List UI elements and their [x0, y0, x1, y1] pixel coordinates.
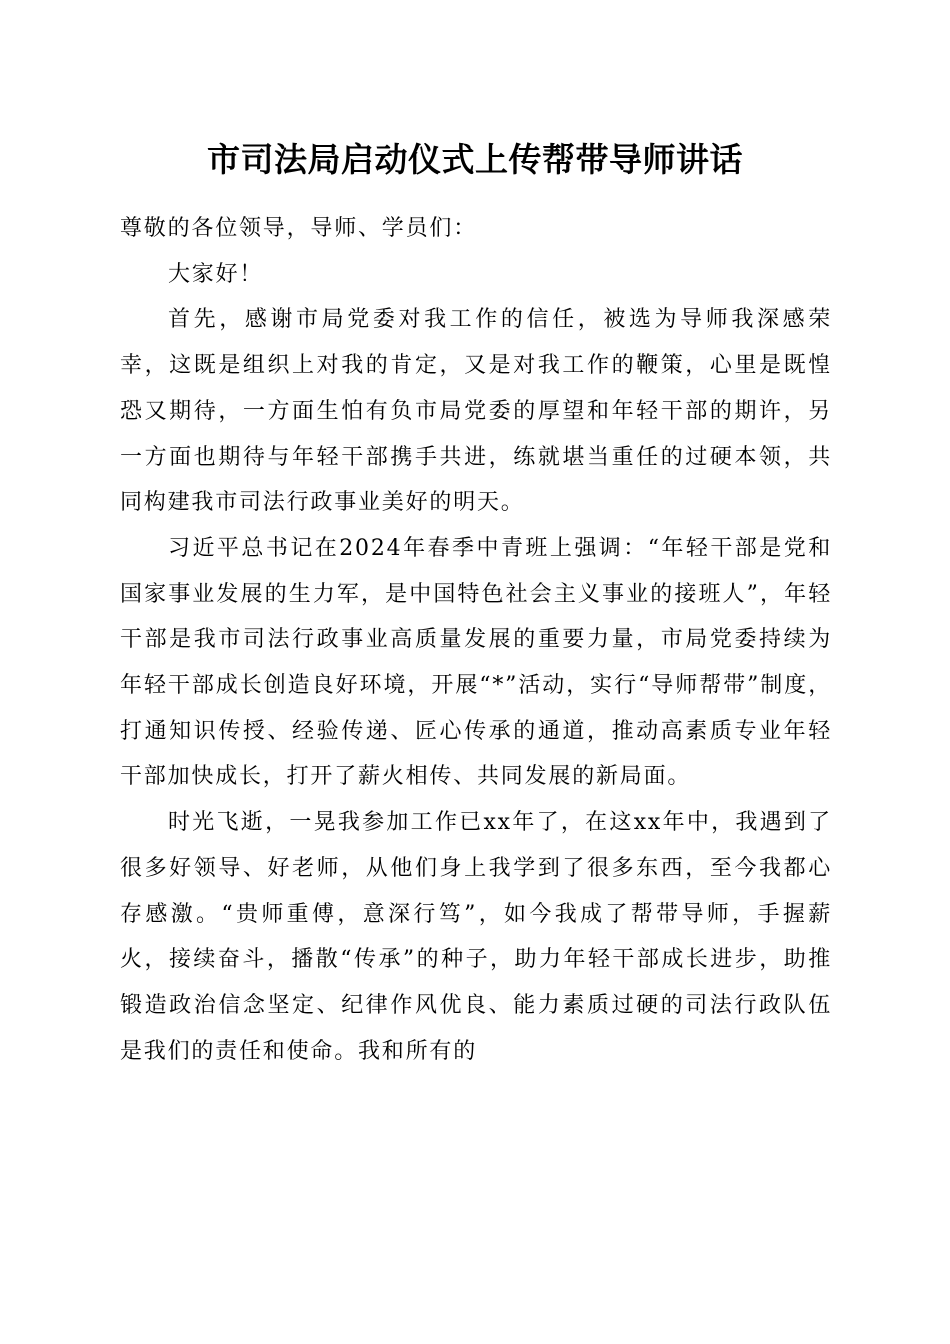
greeting: 大家好！: [168, 261, 264, 287]
paragraph-young-cadres: 习近平总书记在2024年春季中青班上强调：“年轻干部是党和国家事业发展的生力军，是中国特色社会主义事业的接班人”，年轻干部是我市司法行政事业高质量发展的重要力量，市局党委持续为年轻干部成长创造良好环境，开展“*”活动，实行“导师帮带”制度，打通知识传授、经验传递、匠心传承的通道，推动高素质专业年轻干部加快成长，打开了薪火相传、共同发展的新局面。: [120, 535, 832, 790]
document-title: 市司法局启动仪式上传帮带导师讲话: [207, 140, 743, 179]
salutation: 尊敬的各位领导，导师、学员们：: [120, 216, 478, 241]
paragraph-thanks: 首先，感谢市局党委对我工作的信任，被选为导师我深感荣幸，这既是组织上对我的肯定，又是对我工作的鞭策，心里是既惶恐又期待，一方面生怕有负市局党委的厚望和年轻干部的期许，另一方面也期待与年轻干部携手共进，练就堪当重任的过硬本领，共同构建我市司法行政事业美好的明天。: [120, 307, 832, 516]
document-body: [120, 206, 832, 1074]
paragraph-time-passes: 时光飞逝，一晃我参加工作已xx年了，在这xx年中，我遇到了很多好领导、好老师，从他们身上我学到了很多东西，至今我都心存感激。“贵师重傅，意深行笃”，如今我成了帮带导师，手握薪火，接续奋斗，播散“传承”的种子，助力年轻干部成长进步，助推锻造政治信念坚定、纪律作风优良、能力素质过硬的司法行政队伍是我们的责任和使命。我和所有的: [120, 810, 832, 1064]
